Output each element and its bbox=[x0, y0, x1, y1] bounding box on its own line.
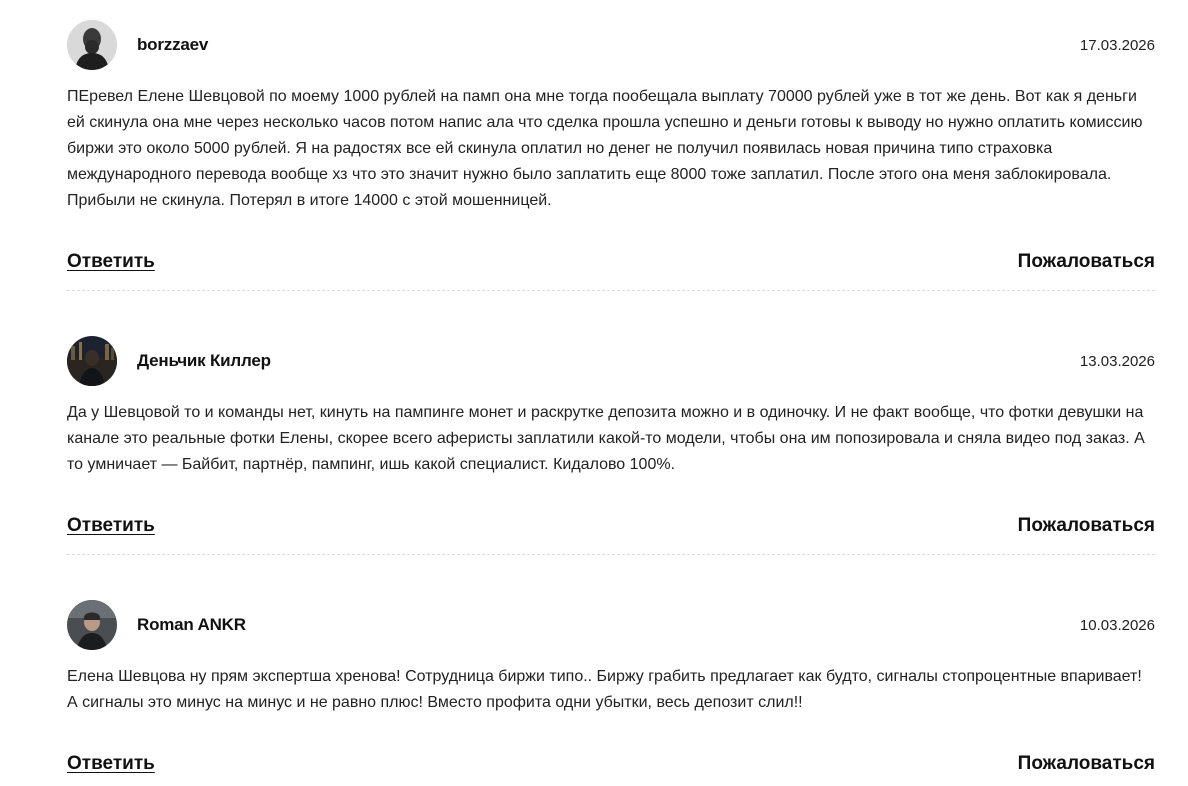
comment-actions bbox=[67, 514, 1155, 540]
comment-author: Деньчик Киллер bbox=[137, 351, 271, 370]
report-button[interactable]: Пожаловаться bbox=[1017, 753, 1155, 774]
reply-button[interactable]: Ответить bbox=[67, 515, 155, 536]
comment-author: borzzaev bbox=[137, 35, 209, 54]
comment-author: Roman ANKR bbox=[137, 615, 246, 634]
avatar[interactable] bbox=[67, 20, 117, 70]
comment-divider bbox=[67, 554, 1155, 555]
comment-date: 17.03.2026 bbox=[1079, 37, 1155, 54]
comment-item bbox=[67, 600, 1155, 778]
report-button[interactable]: Пожаловаться bbox=[1017, 251, 1155, 272]
user-photo-icon bbox=[67, 600, 117, 650]
comment-date: 10.03.2026 bbox=[1079, 617, 1155, 634]
comment-text: ПЕревел Елене Шевцовой по моему 1000 рублей на памп она мне тогда пообещала выплату 70000 рублей уже в тот же день. Вот как я деньги ей скинула она мне через несколько часов потом напис ала что сделка прошла успешно и деньги готовы к выводу но нужно оплатить комиссию биржи это около 5000 рублей. Я на радостях все ей скинула оплатил но денег не получил появилась новая причина типо страховка международного перевода вообще хз что это значит нужно было заплатить еще 8000 тоже заплатил. После этого она меня заблокировала. Прибыли не скинула. Потерял в итоге 14000 с этой мошенницей. bbox=[67, 88, 1143, 209]
user-photo-icon bbox=[67, 336, 117, 386]
comment-header bbox=[67, 20, 1155, 70]
comment-header bbox=[67, 600, 1155, 650]
reply-button[interactable]: Ответить bbox=[67, 753, 155, 774]
avatar[interactable] bbox=[67, 600, 117, 650]
comment-item bbox=[67, 336, 1155, 540]
comment-date: 13.03.2026 bbox=[1079, 353, 1155, 370]
comment-actions bbox=[67, 250, 1155, 276]
user-photo-icon bbox=[67, 20, 117, 70]
comment-item bbox=[67, 20, 1155, 276]
comment-header bbox=[67, 336, 1155, 386]
comment-text: Да у Шевцовой то и команды нет, кинуть на пампинге монет и раскрутке депозита можно и в одиночку. И не факт вообще, что фотки девушки на канале это реальные фотки Елены, скорее всего аферисты заплатили какой-то модели, чтобы она им попозировала и сняла видео под заказ. А то умничает — Байбит, партнёр, пампинг, ишь какой специалист. Кидалово 100%. bbox=[67, 404, 1145, 473]
comment-text: Елена Шевцова ну прям экспертша хренова! Сотрудница биржи типо.. Биржу грабить предлагает как будто, сигналы стопроцентные впаривает! А сигналы это минус на минус и не равно плюс! Вместо профита одни убытки, весь депозит слил!! bbox=[67, 668, 1142, 711]
report-button[interactable]: Пожаловаться bbox=[1017, 515, 1155, 536]
comment-divider bbox=[67, 290, 1155, 291]
comment-actions bbox=[67, 752, 1155, 778]
avatar[interactable] bbox=[67, 336, 117, 386]
reply-button[interactable]: Ответить bbox=[67, 251, 155, 272]
